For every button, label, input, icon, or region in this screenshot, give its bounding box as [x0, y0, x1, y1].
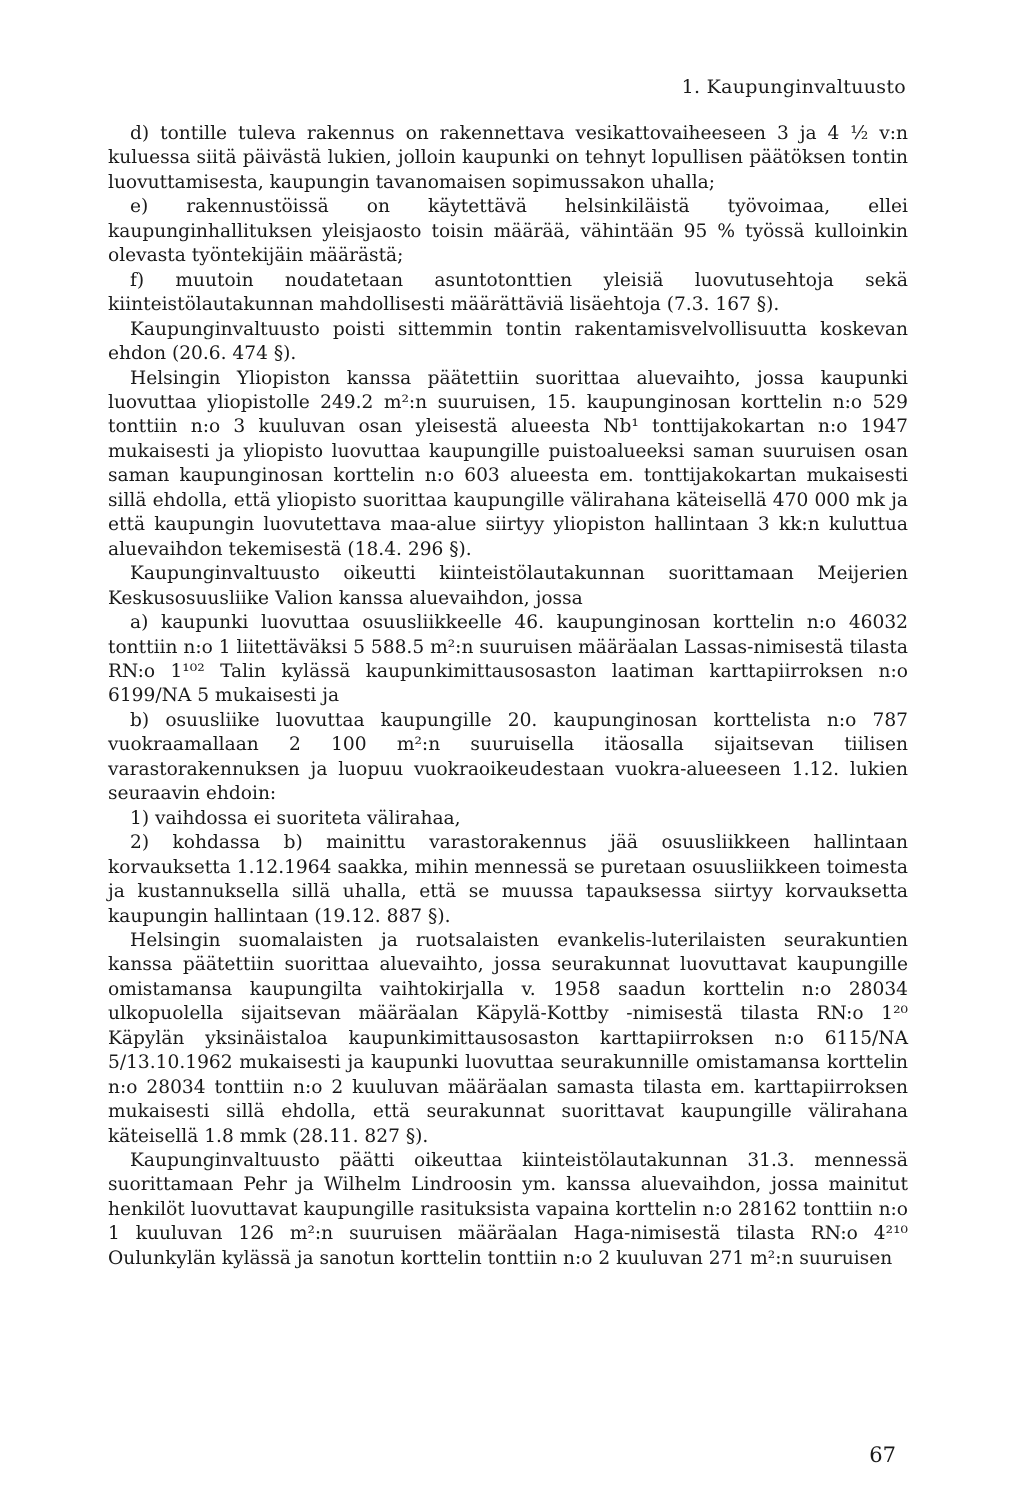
page-number: 67: [869, 1443, 896, 1467]
paragraph-condition-removed: Kaupunginvaltuusto poisti sittemmin tontin rakentamisvelvollisuutta koskevan ehdon (20.6. 474 §).: [108, 318, 908, 365]
paragraph-lindroos-exchange: Kaupunginvaltuusto päätti oikeuttaa kiinteistölautakunnan 31.3. mennessä suorittamaan Pehr ja Wilhelm Lindroosin ym. kanssa aluevaihdon, jossa mainitut henkilöt luovuttavat kaupungille rasituksista vapaina korttelin n:o 28162 tonttiin n:o 1 kuuluvan 126 m²:n suuruisen määräalan Haga-nimisestä tilasta RN:o 4²¹⁰ Oulunkylän kylässä ja sanotun korttelin tonttiin n:o 2 kuuluvan 271 m²:n suuruisen: [108, 1150, 908, 1269]
paragraph-university-exchange: Helsingin Yliopiston kanssa päätettiin suorittaa aluevaihto, jossa kaupunki luovuttaa yliopistolle 249.2 m²:n suuruisen, 15. kaupunginosan korttelin n:o 529 tonttiin n:o 3 kuuluvan osan yleisestä alueesta Nb¹ tonttijakokartan n:o 1947 mukaisesti ja yliopisto luovuttaa kaupungille puistoalueeksi saman suuruisen osan saman kaupunginosan korttelin n:o 603 alueesta em. tonttijakokartan mukaisesti sillä ehdolla, että yliopisto suorittaa kaupungille välirahana käteisellä 470 000 mk ja että kaupungin luovutettava maa-alue siirtyy yliopiston hallintaan 3 kk:n kuluttua aluevaihdon tekemisestä (18.4. 296 §).: [108, 367, 908, 560]
running-head: 1. Kaupunginvaltuusto: [681, 76, 906, 98]
paragraph-parishes-exchange: Helsingin suomalaisten ja ruotsalaisten evankelis-luterilaisten seurakuntien kanssa päätettiin suorittaa aluevaihto, jossa seurakunnat luovuttavat kaupungille omistamansa kaupungilta vaihtokirjalla v. 1958 saadun korttelin n:o 28034 ulkopuolella sijaitsevan määräalan Käpylä-Kottby -nimisestä tilasta RN:o 1²⁰ Käpylän yksinäistaloa kaupunkimittausosaston karttapiirroksen n:o 6115/NA 5/13.10.1962 mukaisesti ja kaupunki luovuttaa seurakunnille omistamansa korttelin n:o 28034 tonttiin n:o 2 kuuluvan määräalan samasta tilasta em. karttapiirroksen mukaisesti sillä ehdolla, että seurakunnat suorittavat kaupungille välirahana käteisellä 1.8 mmk (28.11. 827 §).: [108, 929, 908, 1147]
paragraph-condition-1: 1) vaihdossa ei suoriteta välirahaa,: [130, 807, 461, 829]
paragraph-valio-a: a) kaupunki luovuttaa osuusliikkeelle 46. kaupunginosan korttelin n:o 46032 tonttiin n:o 1 liitettäväksi 5 588.5 m²:n suuruisen määräalan Lassas-nimisestä tilasta RN:o 1¹⁰² Talin kylässä kaupunkimittausosaston laatiman karttapiirroksen n:o 6199/NA 5 mukaisesti ja: [108, 612, 908, 707]
paragraph-e: e) rakennustöissä on käytettävä helsinkiläistä työvoimaa, ellei kaupunginhallituksen yleisjaosto toisin määrää, vähintään 95 % työssä kulloinkin olevasta työntekijäin määrästä;: [108, 196, 908, 267]
paragraph-d: d) tontille tuleva rakennus on rakennettava vesikattovaiheeseen 3 ja 4 ½ v:n kuluessa siitä päivästä lukien, jolloin kaupunki on tehnyt lopullisen päätöksen tontin luovuttamisesta, kaupungin tavanomaisen sopimussakon uhalla;: [108, 123, 908, 193]
paragraph-valio-exchange: Kaupunginvaltuusto oikeutti kiinteistölautakunnan suorittamaan Meijerien Keskusosuusliike Valion kanssa aluevaihdon, jossa: [108, 563, 908, 609]
body-text: [108, 122, 908, 1271]
paragraph-valio-b: b) osuusliike luovuttaa kaupungille 20. kaupunginosan korttelista n:o 787 vuokraamallaan 2 100 m²:n suuruisella itäosalla sijaitsevan tiilisen varastorakennuksen ja luopuu vuokraoikeudestaan vuokra-alueeseen 1.12. lukien seuraavin ehdoin:: [108, 709, 908, 805]
paragraph-f: f) muutoin noudatetaan asuntotonttien yleisiä luovutusehtoja sekä kiinteistölautakunnan mahdollisesti määrättäviä lisäehtoja (7.3. 167 §).: [108, 269, 908, 316]
paragraph-condition-2: 2) kohdassa b) mainittu varastorakennus jää osuusliikkeen hallintaan korvauksetta 1.12.1964 saakka, mihin mennessä se puretaan osuusliikkeen toimesta ja kustannuksella sillä uhalla, että se muussa tapauksessa siirtyy korvauksetta kaupungin hallintaan (19.12. 887 §).: [108, 832, 908, 927]
